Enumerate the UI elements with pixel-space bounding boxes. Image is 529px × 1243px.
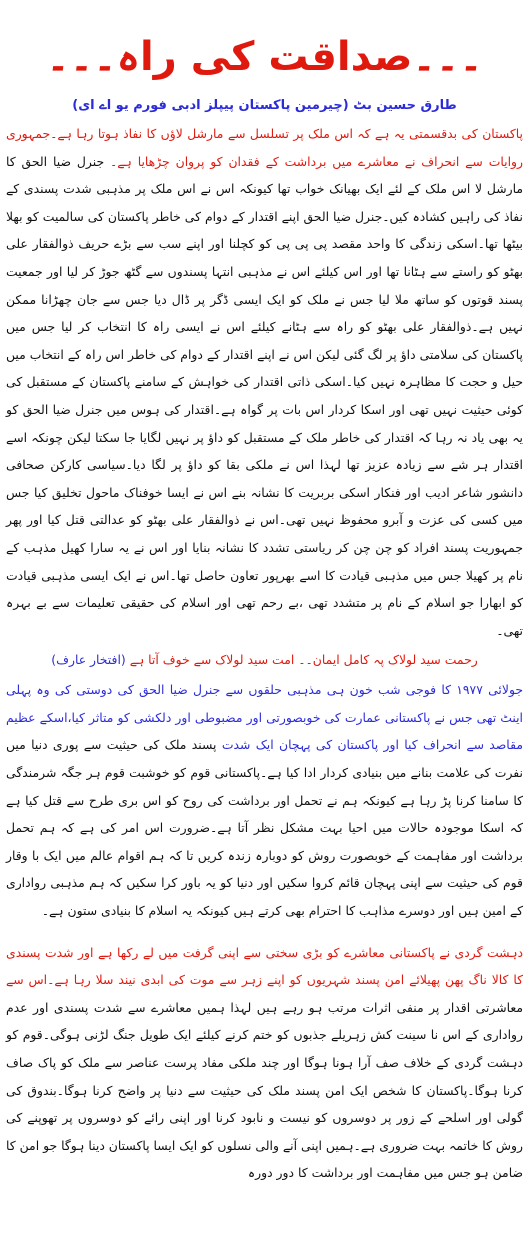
quote-author: (افتخار عارف) — [51, 652, 126, 668]
paragraph-2-lead: جولائی ۱۹۷۷ کا فوجی شب خون ہی مذہبی حلقوں سے جنرل ضیا الحق کی دوستی کی وہ پہلی اینٹ تھی جس نے پاکستانی عمارت کی خوبصورتی اور مضبوطی اور دلکشی کو متاثر کیا،اسکے عظیم مقاصد سے انحراف کیا اور پاکستان کی پہچان ایک شدت — [6, 682, 524, 753]
paragraph-2-body: پسند ملک کی حیثیت سے پوری دنیا میں نفرت کی علامت بنانے میں بنیادی کردار ادا کیا ہے۔پاکستانی قوم کو خوشبت قوم ہر جگہ شرمندگی کا سامنا کرنا پڑ رہا ہے کیونکہ ہم نے تحمل اور برداشت کی روح کو اس بری طرح سے قتل کیا ہے کہ اسکا موجودہ حالات میں احیا بہت مشکل نظر آتا ہے۔ضرورت اس امر کی ہے کہ ہم تحمل برداشت اور مفاہمت کے خوبصورت روش کو دوبارہ زندہ کریں تا کہ ہم اقوام عالم میں ایک با وقار قوم کی حیثیت سے اپنی پہچان قائم کروا سکیں اور دنیا کو یہ باور کرا سکیں کہ ہم مذہبی رواداری کے امین ہیں اور دوسرے مذاہب کا احترام بھی کرتے ہیں کیونکہ یہ اسلام کا بنیادی ستون ہے۔ — [6, 737, 523, 919]
author-byline: طارق حسین بٹ (چیرمین پاکستان پیپلز ادبی فورم یو اے ای) — [72, 98, 457, 113]
paragraph-1-lead: پاکستان کی بدقسمتی یہ ہے کہ اس ملک پر تسلسل سے مارشل لاؤں کا نفاذ ہوتا رہا ہے۔جمہوری روایات سے انحراف نے معاشرے میں برداشت کے فقدان کو پروان چڑھایا ہے۔ — [6, 126, 523, 169]
paragraph-3-body: معاشرتی اقدار پر منفی اثرات مرتب ہو رہے ہیں لہذا ہمیں معاشرے سے شدت پسندی اور عدم رواداری کے اس نا سینت کش زہریلے جذبوں کو ختم کرنے کیلئے ایک طویل جنگ لڑنی ہوگی۔قوم کو دہشت گردی کے خلاف صف آرا ہونا ہوگا اور چند ملکی مفاد پرست عناصر سے ملک کو پاک صاف کرنا ہوگا۔پاکستان کا شخص ایک امن پسند ملک کی حیثیت سے دنیا پر واضح کرنا ہوگا۔بندوق کی گولی اور اسلحے کے زور پر دوسروں کو نیست و نابود کرنا اور اپنی رائے کو دوسروں پر تھوپنے کی روش کا خاتمہ بہت ضروری ہے۔ہمیں اپنی آنے والی نسلوں کو ایک ایسا پاکستان دینا ہوگا جو امن کا ضامن ہو جس میں مفاہمت اور برداشت کا دور دورہ — [6, 999, 523, 1181]
paragraph-3-lead: دہشت گردی نے پاکستانی معاشرے کو بڑی سختی سے اپنی گرفت میں لے رکھا ہے اور شدت پسندی کا کالا ناگ پھن پھیلائے امن پسند شہریوں کو اپنے زہر سے موت کی ابدی نیند سلا رہا ہے۔اس سے — [6, 944, 523, 988]
quote-line-2: امت سید لولاک سے خوف آتا ہے — [129, 652, 295, 668]
paragraph-1 — [6, 120, 523, 644]
paragraph-gap — [6, 925, 523, 939]
paragraph-3 — [6, 939, 523, 1187]
quote-line-1: رحمت سید لولاک پہ کامل ایمان۔۔ — [298, 652, 478, 668]
paragraph-2 — [6, 676, 523, 924]
poetry-quote — [6, 648, 523, 672]
paragraph-1-body: جنرل ضیا الحق کا مارشل لا اس ملک کے لئے ایک بھیانک خواب تھا کیونکہ اس نے اس ملک پر مذہبی شدت پسندی کے نفاذ کی راہیں کشادہ کیں۔جنرل ضیا الحق اپنے اقتدار کے دوام کی خاطر پاکستان کی سالمیت کو بھلا بیٹھا تھا۔اسکی زندگی کا واحد مقصد پی پی پی کو کچلنا اور اپنے سب سے بڑے حریف ذوالفقار علی بھٹو کو راستے سے ہٹانا تھا اور اس کیلئے اس نے مذہبی انتہا پسندوں سے گٹھ جوڑ کر لیا اور جمعیت پسند قوتوں کو ساتھ ملا لیا جس نے ملک کو ایک ایسی ڈگر پر ڈال دیا جس سے جان چھڑانا ممکن نہیں ہے۔ذوالفقار علی بھٹو کو راہ سے ہٹانے کیلئے اس نے ایسی راہ کا انتخاب کر لیا جس میں پاکستان کی سلامتی داؤ پر لگ گئی لیکن اس نے اپنے اقتدار کے دوام کی خاطر اس راہ کے انتخاب میں حیل و حجت کا مظاہرہ نہیں کیا۔اسکی ذاتی اقتدار کی خواہش کے سامنے پاکستان کے مستقبل کی کوئی حیثیت نہیں تھی اور اسکا کردار اس بات پر گواہ ہے۔اقتدار کی ہوس میں جنرل ضیا الحق کو یہ بھی یاد نہ رہا کہ اقتدار کی خاطر ملک کے مستقبل کو داؤ پر نہیں لگایا جا سکتا لیکن چونکہ اسے اقتدار ہر شے سے زیادہ عزیز تھا لہذا اس نے ملکی بقا کو داؤ پر لگا دیا۔سیاسی کارکن صحافی دانشور شاعر ادیب اور فنکار اسکی بربریت کا نشانہ بنے اس نے ایسا خوفناک ماحول تخلیق کیا جس میں کسی کی عزت و آبرو محفوظ نہیں تھی۔اس نے ذوالفقار علی بھٹو کو عدالتی قتل کیا اور پھر جمہوریت پسند افراد کو چن چن کر ریاستی تشدد کا نشانہ بنایا اور اس نے یہ سارا کھیل مذہب کے نام پر کھیلا جس میں مذہبی قیادت کا اسے بھرپور تعاون حاصل تھا۔اس نے ایک ایسی مذہبی قیادت کو ابھارا جو اسلام کے نام پر متشدد تھی ،بے رحم تھی اور اسلام کی حقیقی تعلیمات سے بے بہرہ تھی۔ — [6, 153, 523, 638]
article-title: ۔۔۔صداقت کی راہ۔۔۔ — [46, 34, 483, 80]
article — [0, 34, 529, 1243]
